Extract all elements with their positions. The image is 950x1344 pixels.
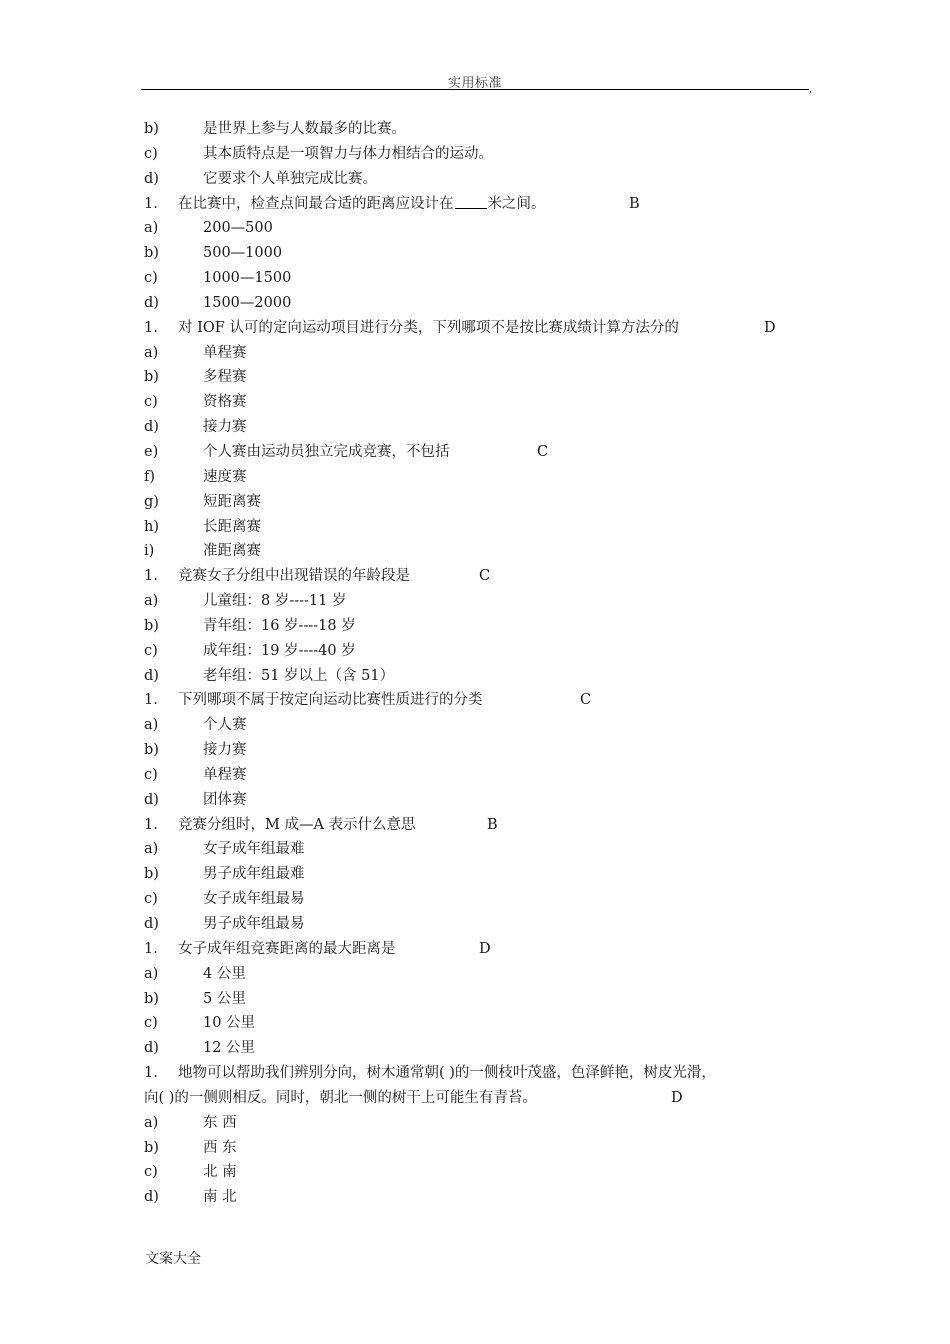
answer-key: D bbox=[764, 319, 776, 336]
option-marker: h) bbox=[144, 518, 159, 535]
option-marker: i) bbox=[144, 543, 155, 560]
option-marker: a) bbox=[144, 841, 159, 858]
option-text: 准距离赛 bbox=[203, 543, 261, 560]
question-text: 下列哪项不属于按定向运动比赛性质进行的分类 bbox=[178, 692, 483, 709]
option-text: 速度赛 bbox=[203, 468, 247, 485]
option-text: 东 西 bbox=[203, 1114, 237, 1131]
option-marker: a) bbox=[144, 1114, 159, 1131]
option-line bbox=[144, 490, 814, 515]
option-text: 资格赛 bbox=[203, 394, 247, 411]
option-marker: d) bbox=[144, 419, 159, 436]
question-number: 1. bbox=[144, 195, 158, 212]
option-marker: d) bbox=[144, 916, 159, 932]
option-marker: a) bbox=[144, 965, 159, 982]
question-text: 女子成年组竞赛距离的最大距离是 bbox=[178, 940, 396, 957]
option-line bbox=[144, 539, 814, 564]
answer-key: D bbox=[479, 940, 491, 957]
fill-blank bbox=[455, 193, 487, 209]
answer-key: C bbox=[479, 568, 491, 585]
option-marker: a) bbox=[144, 344, 159, 361]
option-text: 它要求个人单独完成比赛。 bbox=[203, 170, 377, 187]
question-text: 对 IOF 认可的定向运动项目进行分类，下列哪项不是按比赛成绩计算方法分的 bbox=[178, 319, 679, 336]
option-line bbox=[144, 1036, 814, 1061]
option-marker: a) bbox=[144, 717, 159, 734]
question-line bbox=[144, 688, 814, 713]
option-text: 青年组：16 岁----18 岁 bbox=[203, 617, 356, 634]
option-marker: b) bbox=[144, 990, 159, 1007]
option-text: 多程赛 bbox=[203, 369, 247, 386]
option-line bbox=[144, 291, 814, 316]
option-line bbox=[144, 862, 814, 887]
option-text: 5 公里 bbox=[203, 990, 246, 1007]
option-text: 单程赛 bbox=[203, 344, 247, 361]
question-line bbox=[144, 937, 814, 962]
option-marker: c) bbox=[144, 891, 158, 908]
option-marker: c) bbox=[144, 145, 158, 162]
option-line bbox=[144, 440, 814, 465]
answer-key: C bbox=[537, 443, 549, 460]
option-line bbox=[144, 962, 814, 987]
option-line bbox=[144, 1185, 814, 1210]
option-text: 女子成年组最难 bbox=[203, 841, 305, 858]
option-line bbox=[144, 415, 814, 440]
option-text: 个人赛由运动员独立完成竞赛，不包括 bbox=[203, 443, 450, 460]
option-line bbox=[144, 216, 814, 241]
answer-key: B bbox=[629, 195, 640, 212]
option-line bbox=[144, 763, 814, 788]
option-text: 团体赛 bbox=[203, 791, 247, 808]
question-text: 竞赛分组时，M 成—A 表示什么意思 bbox=[178, 816, 416, 833]
option-marker: b) bbox=[144, 121, 159, 137]
option-text: 男子成年组最难 bbox=[203, 866, 305, 883]
option-marker: d) bbox=[144, 791, 159, 808]
option-marker: f) bbox=[144, 468, 156, 485]
question-line-continued bbox=[144, 1086, 814, 1111]
option-marker: b) bbox=[144, 866, 159, 883]
option-marker: d) bbox=[144, 1040, 159, 1057]
option-marker: c) bbox=[144, 270, 158, 287]
option-text: 200—500 bbox=[203, 220, 273, 237]
option-text: 500—1000 bbox=[203, 245, 283, 262]
option-marker: c) bbox=[144, 642, 158, 659]
option-text: 男子成年组最易 bbox=[203, 916, 305, 932]
option-marker: g) bbox=[144, 493, 159, 510]
header-title: 实用标准 bbox=[447, 76, 502, 91]
option-line bbox=[144, 1136, 814, 1161]
option-text: 10 公里 bbox=[203, 1015, 256, 1032]
option-line bbox=[144, 341, 814, 366]
question-number: 1. bbox=[144, 940, 158, 957]
option-marker: b) bbox=[144, 617, 159, 634]
option-line bbox=[144, 614, 814, 639]
question-text-part: 在比赛中，检查点间最合适的距离应设计在 bbox=[178, 195, 454, 212]
option-text: 1000—1500 bbox=[203, 270, 292, 287]
option-marker: d) bbox=[144, 1189, 159, 1206]
option-text: 12 公里 bbox=[203, 1040, 256, 1057]
option-line bbox=[144, 465, 814, 490]
option-line bbox=[144, 987, 814, 1012]
option-line bbox=[144, 912, 814, 937]
option-line bbox=[144, 664, 814, 689]
option-line bbox=[144, 266, 814, 291]
option-line bbox=[144, 390, 814, 415]
option-text: 单程赛 bbox=[203, 766, 247, 783]
option-marker: c) bbox=[144, 394, 158, 411]
question-text: 竞赛女子分组中出现错误的年龄段是 bbox=[178, 568, 410, 585]
option-marker: c) bbox=[144, 1164, 158, 1181]
answer-key: B bbox=[487, 816, 498, 833]
question-number: 1. bbox=[144, 816, 158, 833]
option-text: 成年组：19 岁----40 岁 bbox=[203, 642, 356, 659]
option-marker: b) bbox=[144, 245, 159, 262]
question-number: 1. bbox=[144, 692, 158, 709]
question-line bbox=[144, 813, 814, 838]
option-text: 是世界上参与人数最多的比赛。 bbox=[203, 121, 406, 137]
option-line bbox=[144, 639, 814, 664]
header-tick: , bbox=[809, 85, 812, 95]
option-text: 南 北 bbox=[203, 1189, 237, 1206]
option-line bbox=[144, 1111, 814, 1136]
option-text: 其本质特点是一项智力与体力相结合的运动。 bbox=[203, 145, 493, 162]
option-marker: b) bbox=[144, 742, 159, 759]
option-text: 4 公里 bbox=[203, 965, 246, 982]
option-line bbox=[144, 117, 814, 142]
option-marker: b) bbox=[144, 1139, 159, 1156]
question-line bbox=[144, 1061, 814, 1086]
option-text: 北 南 bbox=[203, 1164, 237, 1181]
option-marker: d) bbox=[144, 170, 159, 187]
option-marker: a) bbox=[144, 220, 159, 237]
question-line bbox=[144, 316, 814, 341]
option-text: 短距离赛 bbox=[203, 493, 261, 510]
option-line bbox=[144, 241, 814, 266]
question-list bbox=[144, 117, 814, 1210]
option-text: 接力赛 bbox=[203, 742, 247, 759]
option-text: 1500—2000 bbox=[203, 294, 292, 311]
option-marker: e) bbox=[144, 443, 159, 460]
option-text: 接力赛 bbox=[203, 419, 247, 436]
option-line bbox=[144, 167, 814, 192]
question-number: 1. bbox=[144, 319, 158, 336]
option-line bbox=[144, 887, 814, 912]
question-number: 1. bbox=[144, 568, 158, 585]
question-text: 地物可以帮助我们辨别分向，树木通常朝( )的一侧枝叶茂盛，色泽鲜艳，树皮光滑， bbox=[178, 1065, 716, 1082]
option-text: 女子成年组最易 bbox=[203, 891, 305, 908]
option-line bbox=[144, 515, 814, 540]
option-marker: b) bbox=[144, 369, 159, 386]
answer-key: C bbox=[580, 692, 592, 709]
option-line bbox=[144, 589, 814, 614]
question-text bbox=[178, 192, 546, 216]
question-line bbox=[144, 564, 814, 589]
option-line bbox=[144, 1011, 814, 1036]
question-number: 1. bbox=[144, 1065, 158, 1082]
page-footer: 文案大全 bbox=[145, 1251, 201, 1267]
page-header bbox=[141, 72, 812, 95]
option-line bbox=[144, 837, 814, 862]
answer-key: D bbox=[671, 1089, 683, 1106]
option-line bbox=[144, 142, 814, 167]
option-text: 西 东 bbox=[203, 1139, 237, 1156]
option-line bbox=[144, 788, 814, 813]
option-line bbox=[144, 713, 814, 738]
option-marker: a) bbox=[144, 593, 159, 610]
option-text: 儿童组：8 岁----11 岁 bbox=[203, 593, 347, 610]
option-text: 个人赛 bbox=[203, 717, 247, 734]
question-text-part: 米之间。 bbox=[487, 195, 546, 212]
option-marker: d) bbox=[144, 294, 159, 311]
option-text: 长距离赛 bbox=[203, 518, 261, 535]
option-marker: c) bbox=[144, 1015, 158, 1032]
question-text: 向( )的一侧则相反。同时，朝北一侧的树干上可能生有青苔。 bbox=[144, 1089, 537, 1106]
option-text: 老年组：51 岁以上（含 51） bbox=[203, 667, 395, 684]
header-rule bbox=[141, 89, 809, 90]
option-line bbox=[144, 738, 814, 763]
option-marker: c) bbox=[144, 766, 158, 783]
option-line bbox=[144, 1160, 814, 1185]
option-line bbox=[144, 365, 814, 390]
question-line bbox=[144, 192, 814, 217]
option-marker: d) bbox=[144, 667, 159, 684]
